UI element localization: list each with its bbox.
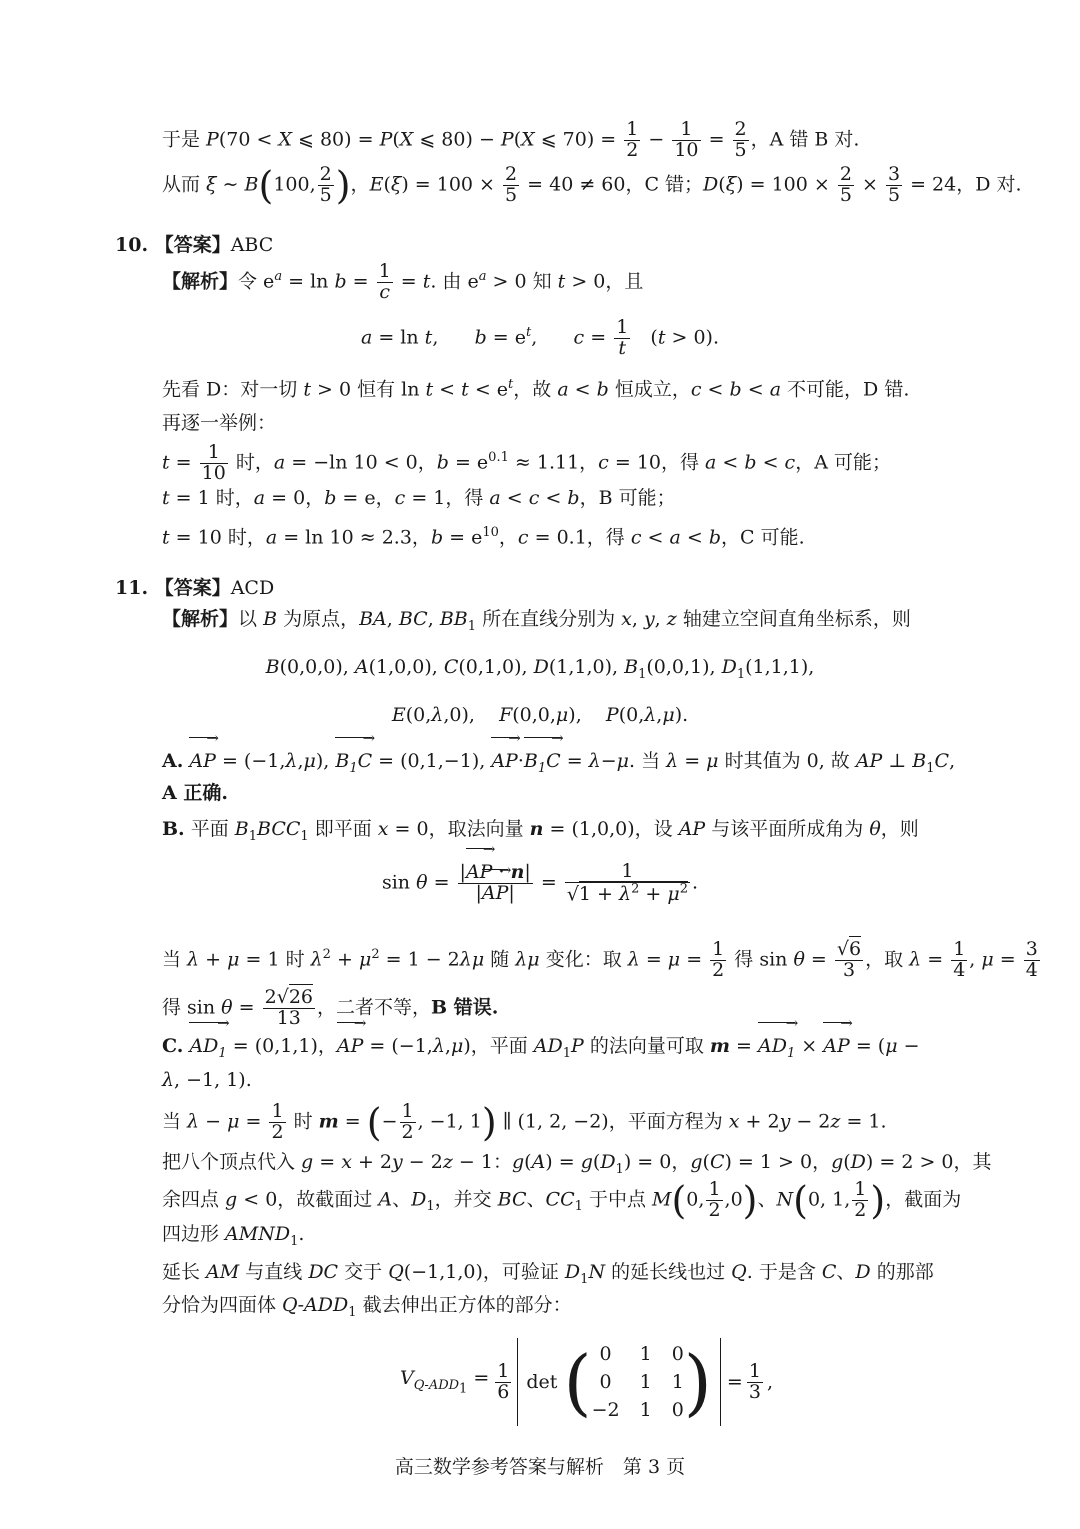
q11-volume-formula: $V_{Q-ADD_1}$ = $\frac{1}{6}$ det ( 0 1 0 0 1 1 −2 1 0 ) = $\frac{1}{3}$ , (400, 1340, 773, 1424)
matrix-cell: 0 (599, 1371, 612, 1393)
matrix-cell: 0 (671, 1343, 684, 1365)
matrix-cell: 1 (639, 1371, 652, 1393)
q11-part-a: A. → AP = (−1,λ,μ), → $B_1C = (0,1,-1)$, → $AP\cdot\to B_1C = \lambda-\mu$. 当 λ = μ 时其值为 0, 故 AP ⊥ $B_1C$, (162, 752, 955, 775)
q10-line-1: 【解析】令 $e^a = \ln b$ = $\frac{1}{c}$ = t. 由 $e^a > 0$ 知 t > 0，且 (162, 260, 644, 303)
q10-line-2: a = ln t, $b = e^t$, c = $\frac{1}{t}$ (t > 0). (360, 316, 719, 359)
q11-part-c-line-3: 当 λ − μ = $\frac{1}{2}$ 时 m = (− $\frac{1}{2}$ , −1, 1) ∥ (1, 2, −2)，平面方程为 x + 2y − 2z = 1. (162, 1100, 887, 1145)
matrix-cell: −2 (591, 1399, 620, 1421)
q11-part-b-line-2: 当 λ + μ = 1 时 $\lambda^2 + \mu^2 = 1 - 2\lambda\mu$ 随 λμ 变化：取 λ = μ = $\frac{1}{2}$ 得 sin θ = $\frac{√6}{3}$ ，取 λ = $\frac{1}{4}$ , μ = $\frac{3}{4}$ (162, 938, 1038, 981)
q11-header (115, 573, 274, 600)
q10-line-7: t = 10 时，a = ln 10 ≈ 2.3，$b = e^{10}$，c = 0.1，得 c < a < b，C 可能. (162, 525, 805, 549)
q11-formula-sin: sin θ = $\frac{|\to AP \cdot n|}{|\to AP|}$ = $\frac{1}{√1 + \lambda^2 + \mu^2}$ . (0, 862, 1080, 905)
q11-part-c-line-7: 延长 AM 与直线 DC 交于 Q(−1,1,0)，可验证 $D_1N$ 的延长线也过 Q. 于是含 C、D 的那部 (162, 1261, 934, 1287)
q10-line-6: t = 1 时，a = 0，b = e，c = 1，得 a < c < b，B 可能； (162, 487, 676, 509)
matrix-cell: 0 (671, 1399, 684, 1421)
q10-line-3: 先看 D：对一切 t > 0 恒有 $\ln t < t < e^t$，故 a < b 恒成立，c < b < a 不可能，D 错. (162, 377, 910, 401)
matrix-cell: 1 (639, 1399, 652, 1421)
matrix-cell: 1 (671, 1371, 684, 1393)
q11-part-c-line-4: 把八个顶点代入 g = x + 2y − 2z − 1：$g(A) = g(D_1) = 0$，g(C) = 1 > 0，g(D) = 2 > 0，其 (162, 1151, 992, 1177)
q10-analysis-label: 【解析】 (162, 270, 239, 293)
matrix-cell: 1 (639, 1343, 652, 1365)
q11-part-c-line-5: 余四点 g < 0，故截面过 A、$D_1$，并交 BC、$CC_1$ 于中点 M(0, $\frac{1}{2}$ ,0)、N(0, 1, $\frac{1}{2}$ )，截面为 (162, 1178, 962, 1223)
q11-part-b: B. 平面 $B_1BCC_1$ 即平面 x = 0，取法向量 n = (1,0,0)，设 AP 与该平面所成角为 θ，则 (162, 818, 919, 844)
q11-part-c-line-6: 四边形 $AMND_1$. (162, 1223, 305, 1249)
text-line-p1: 于是 P(70 < X ⩽ 80) = P(X ⩽ 80) − P(X ⩽ 70) = $\frac{1}{2}$ − $\frac{1}{10}$ = $\frac{2}{5}$ ，A 错 B 对. (162, 118, 860, 161)
q10-answer-label: 【答案】 (154, 234, 231, 256)
q11-part-c-line-2: λ, −1, 1). (162, 1069, 252, 1091)
q10-answer: ABC (230, 234, 274, 256)
page-footer: 高三数学参考答案与解析 第 3 页 (394, 1456, 686, 1478)
determinant-matrix (592, 1343, 684, 1421)
q10-header (115, 230, 273, 257)
q11-answer: ACD (230, 577, 275, 599)
q11-line-3: E(0,λ,0), F(0,0,μ), P(0,λ,μ). (391, 704, 689, 726)
text-line-p2: 从而 ξ ∼ B(100, $\frac{2}{5}$ )，E(ξ) = 100 × $\frac{2}{5}$ = 40 ≠ 60，C 错；D(ξ) = 100 × $\frac{2}{5}$ × $\frac{3}{5}$ = 24，D 对. (162, 163, 1022, 208)
q11-line-2: B(0,0,0), A(1,0,0), C(0,1,0), D(1,1,0), $B_1(0,0,1)$, $D_1(1,1,1)$, (265, 656, 815, 682)
q11-line-1: 【解析】以 B 为原点，BA, BC, $BB_1$ 所在直线分别为 x, y, z 轴建立空间直角坐标系，则 (162, 608, 911, 634)
q10-line-4: 再逐一举例： (162, 412, 277, 434)
q11-analysis-label: 【解析】 (162, 608, 239, 630)
q11-answer-label: 【答案】 (154, 577, 231, 599)
q10-number: 10. (115, 234, 149, 256)
q11-number: 11. (115, 577, 149, 599)
q10-line-5: t = $\frac{1}{10}$ 时，a = −ln 10 < 0，$b = e^{0.1} \approx 1.11$，c = 10，得 a < b < c，A 可能； (162, 441, 891, 484)
q11-part-c-line-1: C. → $AD_1 = (0,1,1)$，→ AP = (−1,λ,μ)，平面 $AD_1P$ 的法向量可取 m = → $AD_1$ × → AP = (μ − (162, 1037, 920, 1060)
q11-part-b-result: B 错误. (431, 996, 499, 1019)
q11-part-c-line-8: 分恰为四面体 $Q-ADD_1$ 截去伸出正方体的部分： (162, 1294, 572, 1320)
matrix-cell: 0 (599, 1343, 612, 1365)
q11-part-b-line-3: 得 sin θ = $\frac{2√26}{13}$ ，二者不等，B 错误. (162, 986, 499, 1029)
q11-part-a-result: A 正确. (162, 782, 228, 804)
